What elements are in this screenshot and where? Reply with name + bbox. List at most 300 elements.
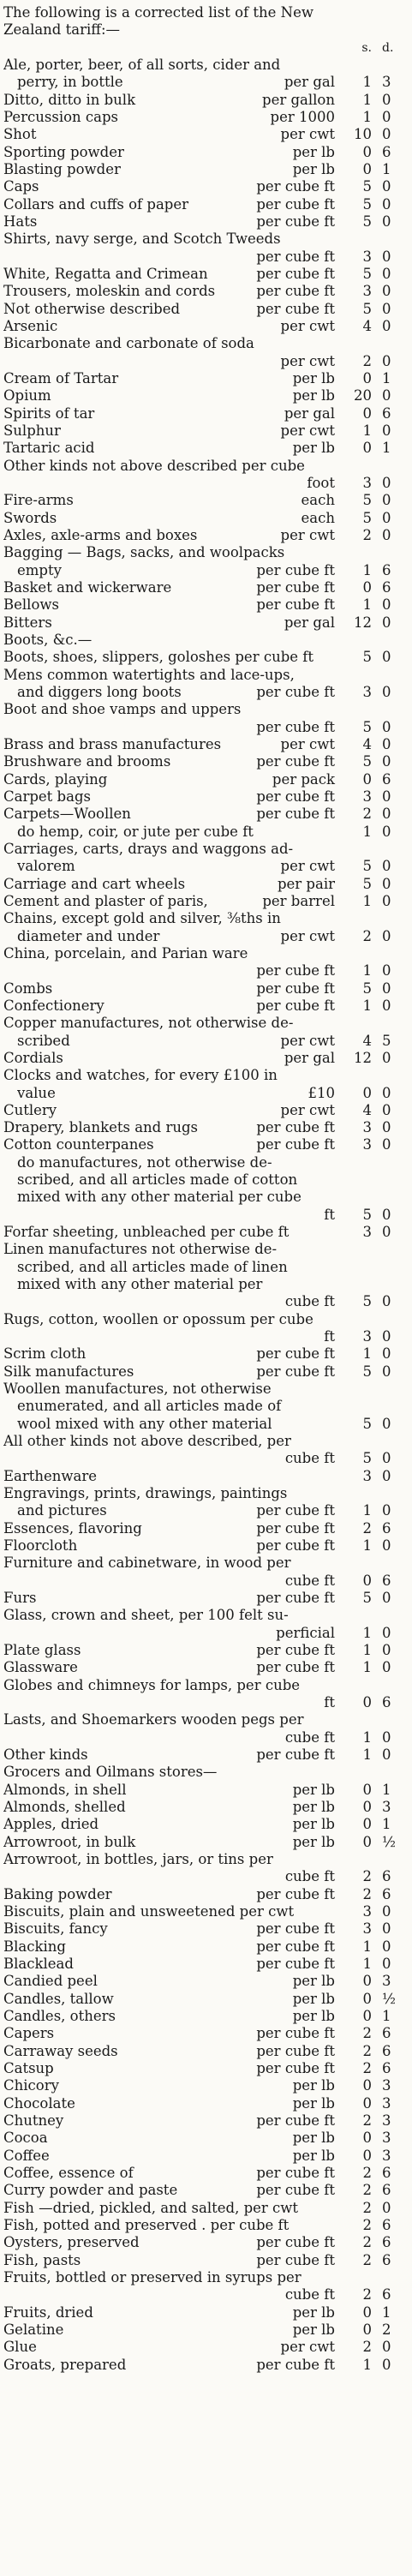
- item-description: Boots, &c.—: [3, 631, 93, 648]
- item-description: Brushware and brooms: [3, 753, 171, 770]
- item-description: Chocolate: [3, 2094, 75, 2112]
- rate-unit: per cube ft: [256, 1885, 335, 1902]
- item-description: Cordials: [3, 1049, 63, 1066]
- pence: 6: [382, 1519, 391, 1537]
- pence: 0: [382, 806, 391, 823]
- shillings: 5: [362, 718, 372, 735]
- tariff-line: [0, 2077, 412, 2094]
- shillings: 3: [362, 683, 372, 700]
- shillings: 3: [362, 1467, 372, 1484]
- item-description: Cement and plaster of paris,: [3, 892, 208, 909]
- shillings: 1: [362, 997, 372, 1014]
- shillings: 2: [362, 2199, 372, 2216]
- shillings: 1: [362, 561, 372, 578]
- shillings: 1: [362, 422, 372, 439]
- shillings: 1: [362, 91, 372, 108]
- tariff-line: [0, 632, 412, 649]
- shillings: 0: [362, 143, 372, 160]
- shillings: 0: [362, 2303, 372, 2321]
- tariff-line: [0, 109, 412, 126]
- shillings: 0: [362, 1084, 372, 1101]
- shillings: 1: [362, 109, 372, 125]
- rate-unit: per cube ft: [256, 753, 335, 770]
- item-description: scribed, and all articles made of cotton: [17, 1171, 298, 1189]
- item-description: The following is a corrected list of the New: [3, 4, 314, 21]
- pence: 0: [382, 1084, 391, 1101]
- shillings: 3: [362, 1136, 372, 1153]
- item-description: Catsup: [3, 2059, 54, 2076]
- tariff-line: [0, 2182, 412, 2199]
- item-description: Axles, axle-arms and boxes: [3, 526, 198, 543]
- tariff-line: [0, 301, 412, 318]
- tariff-line: [0, 527, 412, 544]
- pence: 6: [382, 561, 391, 578]
- tariff-line: [0, 614, 412, 632]
- pence: 0: [382, 892, 391, 909]
- rate-unit: per cwt: [280, 526, 335, 543]
- shillings: 0: [362, 404, 372, 422]
- item-description: Bagging — Bags, sacks, and woolpacks: [3, 544, 285, 561]
- shillings: 3: [362, 1224, 372, 1241]
- shillings: 0: [362, 770, 372, 788]
- tariff-line: [0, 1502, 412, 1519]
- shillings: 2: [362, 1519, 372, 1537]
- tariff-line: [0, 701, 412, 718]
- tariff-line: [0, 2112, 412, 2130]
- item-description: Chains, except gold and silver, ⅜ths in: [3, 910, 281, 927]
- pence: 0: [382, 1590, 391, 1606]
- pence: 0: [382, 979, 391, 997]
- pence: 0: [382, 1956, 391, 1972]
- item-description: Chutney: [3, 2112, 64, 2129]
- shillings: 1: [362, 1345, 372, 1363]
- shillings: 2: [362, 526, 372, 543]
- item-description: Woollen manufactures, not otherwise: [3, 1381, 272, 1398]
- shillings: 0: [362, 2094, 372, 2112]
- shillings: 0: [362, 1781, 372, 1798]
- item-description: Coffee: [3, 2147, 50, 2164]
- shillings: 0: [362, 1833, 372, 1850]
- shillings: 1: [362, 962, 372, 979]
- tariff-line: [0, 1119, 412, 1136]
- rate-unit: per cwt: [280, 858, 335, 875]
- shillings: 4: [362, 317, 372, 334]
- pence: 3: [382, 1799, 391, 1815]
- rate-unit: per 1000: [270, 109, 335, 125]
- rate-unit: per cwt: [280, 2339, 335, 2356]
- shillings: 2: [362, 2216, 372, 2233]
- shillings: 2: [362, 2164, 372, 2181]
- item-description: Spirits of tar: [3, 404, 95, 422]
- shillings: 5: [362, 1590, 372, 1606]
- tariff-line: [0, 249, 412, 266]
- shillings: 0: [362, 369, 372, 386]
- tariff-line: [0, 1345, 412, 1363]
- tariff-line: [0, 1694, 412, 1711]
- pence: 0: [382, 788, 391, 805]
- item-description: Carriages, carts, drays and waggons ad-: [3, 840, 294, 857]
- item-description: Glass, crown and sheet, per 100 felt su-: [3, 1607, 289, 1624]
- shillings: 5: [362, 979, 372, 997]
- item-description: Sporting powder: [3, 143, 124, 160]
- shillings: 5: [362, 265, 372, 282]
- shillings: 1: [362, 1746, 372, 1763]
- tariff-line: [0, 928, 412, 945]
- item-description: Globes and chimneys for lamps, per cube: [3, 1676, 301, 1693]
- shillings: 3: [362, 1119, 372, 1136]
- tariff-line: [0, 2286, 412, 2303]
- tariff-line: [0, 1903, 412, 1920]
- tariff-line: [0, 492, 412, 509]
- rate-unit: ft: [324, 1694, 335, 1710]
- rate-unit: per lb: [292, 2094, 335, 2112]
- tariff-line: [0, 2043, 412, 2060]
- rate-unit: £10: [308, 1084, 335, 1101]
- item-description: and diggers long boots: [17, 683, 182, 700]
- item-description: mixed with any other material per: [17, 1276, 263, 1293]
- tariff-line: [0, 771, 412, 788]
- pence: 6: [382, 2164, 391, 2181]
- tariff-line: [0, 1259, 412, 1276]
- item-description: Earthenware: [3, 1467, 98, 1484]
- tariff-line: [0, 144, 412, 161]
- shillings: 1: [362, 1502, 372, 1519]
- pence: 0: [382, 649, 391, 666]
- shillings: 5: [362, 875, 372, 892]
- item-description: wool mixed with any other material: [17, 1415, 272, 1432]
- item-description: Cream of Tartar: [3, 369, 119, 386]
- tariff-line: [0, 1920, 412, 1938]
- pence: 1: [382, 2303, 391, 2321]
- item-description: Floorcloth: [3, 1537, 78, 1554]
- rate-unit: per lb: [292, 440, 335, 457]
- rate-unit: per cube ft: [256, 1363, 335, 1380]
- tariff-line: [0, 458, 412, 475]
- item-description: Carpets—Woollen: [3, 806, 131, 823]
- pence: 0: [382, 1224, 391, 1241]
- item-description: Apples, dried: [3, 1816, 99, 1833]
- shillings: 2: [362, 2112, 372, 2129]
- shillings: 2: [362, 2042, 372, 2059]
- shillings: 12: [354, 1049, 372, 1066]
- pence: 6: [382, 2182, 391, 2199]
- pence: ½: [382, 1990, 396, 2007]
- item-description: Biscuits, fancy: [3, 1920, 108, 1938]
- shillings: 5: [362, 178, 372, 195]
- pence: 3: [382, 74, 391, 91]
- item-description: Candied peel: [3, 1973, 98, 1990]
- tariff-line: [0, 422, 412, 440]
- shillings: 2: [362, 2286, 372, 2303]
- item-description: Cotton counterpanes: [3, 1136, 154, 1153]
- item-description: Fruits, dried: [3, 2303, 93, 2321]
- item-description: Not otherwise described: [3, 300, 181, 317]
- pence: 0: [382, 195, 391, 213]
- item-description: Blacklead: [3, 1956, 74, 1972]
- tariff-line: [0, 126, 412, 143]
- pence: 0: [382, 2356, 391, 2373]
- tariff-line: [0, 1851, 412, 1868]
- rate-unit: per cwt: [280, 317, 335, 334]
- pence: 0: [382, 387, 391, 404]
- tariff-line: [0, 667, 412, 684]
- shillings: 0: [362, 578, 372, 596]
- pence: 6: [382, 1868, 391, 1885]
- shillings: 0: [362, 2130, 372, 2147]
- pence: 0: [382, 1728, 391, 1746]
- shillings: 5: [362, 649, 372, 666]
- tariff-line: [0, 1207, 412, 1224]
- tariff-line: [0, 74, 412, 91]
- shillings: 5: [362, 1206, 372, 1223]
- tariff-line: [0, 161, 412, 178]
- rate-unit: per cube ft: [256, 1537, 335, 1554]
- tariff-line: [0, 2025, 412, 2042]
- pence: 2: [382, 2321, 391, 2338]
- tariff-line: [0, 1659, 412, 1676]
- pence: 0: [382, 1642, 391, 1658]
- rate-unit: per gal: [284, 614, 335, 631]
- pence: 0: [382, 1136, 391, 1153]
- pence: 0: [382, 300, 391, 317]
- item-description: Groats, prepared: [3, 2356, 127, 2373]
- pence: 6: [382, 2251, 391, 2268]
- rate-unit: per cube ft: [256, 1502, 335, 1519]
- tariff-line: [0, 2130, 412, 2147]
- shillings: 0: [362, 2077, 372, 2094]
- item-description: Hats: [3, 213, 38, 230]
- shillings: 0: [362, 1816, 372, 1833]
- shillings: 1: [362, 1537, 372, 1554]
- tariff-line: [0, 1085, 412, 1102]
- tariff-line: [0, 1067, 412, 1084]
- rate-unit: per cube ft: [256, 962, 335, 979]
- rate-unit: per cube ft: [256, 2251, 335, 2268]
- tariff-line: [0, 1311, 412, 1328]
- rate-unit: per cube ft: [256, 997, 335, 1014]
- shillings: 5: [362, 213, 372, 230]
- item-description: Other kinds not above described per cube: [3, 457, 305, 474]
- item-description: Cutlery: [3, 1101, 57, 1118]
- tariff-line: [0, 684, 412, 701]
- pence: 6: [382, 2216, 391, 2233]
- pence: 0: [382, 422, 391, 439]
- tariff-line: [0, 1398, 412, 1415]
- pence: 6: [382, 1694, 391, 1710]
- rate-unit: per pack: [272, 770, 335, 788]
- rate-unit: per lb: [292, 1990, 335, 2007]
- shillings: 1: [362, 596, 372, 614]
- shillings: 2: [362, 806, 372, 823]
- pence: 0: [382, 1049, 391, 1066]
- item-description: Carraway seeds: [3, 2042, 118, 2059]
- item-description: Other kinds: [3, 1746, 88, 1763]
- item-description: Boots, shoes, slippers, goloshes per cube ft: [3, 649, 314, 666]
- rate-unit: per cube ft: [256, 1590, 335, 1606]
- item-description: enumerated, and all articles made of: [17, 1398, 282, 1415]
- tariff-line: [0, 997, 412, 1015]
- pence: 0: [382, 2339, 391, 2356]
- rate-unit: cube ft: [284, 1450, 335, 1467]
- item-description: Swords: [3, 509, 57, 526]
- item-description: Basket and wickerware: [3, 578, 172, 596]
- tariff-line: [0, 2095, 412, 2112]
- item-description: All other kinds not above described, per: [3, 1433, 291, 1450]
- tariff-line: [0, 387, 412, 404]
- rate-unit: per cube ft: [256, 806, 335, 823]
- tariff-line: [0, 1799, 412, 1816]
- pence: 0: [382, 1467, 391, 1484]
- pence: 6: [382, 404, 391, 422]
- item-description: Confectionery: [3, 997, 104, 1014]
- item-description: and pictures: [17, 1502, 107, 1519]
- rate-unit: per lb: [292, 2130, 335, 2147]
- pence: 0: [382, 1938, 391, 1955]
- item-description: Fish, pasts: [3, 2251, 81, 2268]
- pence: 0: [382, 317, 391, 334]
- item-description: White, Regatta and Crimean: [3, 265, 208, 282]
- rate-unit: per cube ft: [256, 2059, 335, 2076]
- pence: 0: [382, 213, 391, 230]
- item-description: Ditto, ditto in bulk: [3, 91, 136, 108]
- pence: 0: [382, 858, 391, 875]
- tariff-line: [0, 2304, 412, 2321]
- shillings: 3: [362, 248, 372, 265]
- item-description: diameter and under: [17, 927, 160, 944]
- shillings: 5: [362, 1363, 372, 1380]
- tariff-line: [0, 1154, 412, 1171]
- tariff-line: [0, 440, 412, 457]
- tariff-line: [0, 1590, 412, 1607]
- tariff-line: [0, 824, 412, 841]
- rate-unit: per cube ft: [256, 1920, 335, 1938]
- rate-unit: foot: [307, 474, 335, 491]
- rate-unit: ft: [324, 1206, 335, 1223]
- item-description: Trousers, moleskin and cords: [3, 283, 216, 300]
- pence: 0: [382, 1903, 391, 1920]
- item-description: Fish, potted and preserved . per cube ft: [3, 2216, 290, 2233]
- shillings: 2: [362, 2234, 372, 2251]
- tariff-line: [0, 1416, 412, 1433]
- pence: 0: [382, 596, 391, 614]
- rate-unit: per barrel: [262, 892, 335, 909]
- tariff-line: [0, 1050, 412, 1067]
- pence: 6: [382, 143, 391, 160]
- pence: 0: [382, 178, 391, 195]
- item-description: Clocks and watches, for every £100 in: [3, 1067, 278, 1084]
- rate-unit: per cube ft: [256, 248, 335, 265]
- item-description: valorem: [17, 858, 75, 875]
- tariff-line: [0, 858, 412, 875]
- shillings: 0: [362, 1572, 372, 1589]
- item-description: Rugs, cotton, woollen or opossum per cube: [3, 1310, 313, 1327]
- shillings: 2: [362, 2025, 372, 2042]
- item-description: Coffee, essence of: [3, 2164, 134, 2181]
- item-description: Boot and shoe vamps and uppers: [3, 701, 242, 718]
- item-description: Candles, tallow: [3, 1990, 114, 2007]
- shillings: 0: [362, 2147, 372, 2164]
- shillings: 1: [362, 1624, 372, 1641]
- rate-unit: per lb: [292, 2077, 335, 2094]
- item-description: mixed with any other material per cube: [17, 1189, 302, 1206]
- rate-unit: per cwt: [280, 422, 335, 439]
- rate-unit: cube ft: [284, 1293, 335, 1310]
- tariff-line: [0, 1102, 412, 1119]
- tariff-line: [0, 596, 412, 614]
- rate-unit: per gallon: [262, 91, 335, 108]
- rate-unit: per cube ft: [256, 2025, 335, 2042]
- rate-unit: per cube ft: [256, 1345, 335, 1363]
- item-description: Candles, others: [3, 2007, 116, 2024]
- item-description: Fish —dried, pickled, and salted, per cwt: [3, 2199, 299, 2216]
- shillings: 3: [362, 1903, 372, 1920]
- item-description: empty: [17, 561, 62, 578]
- pence: 0: [382, 735, 391, 752]
- rate-unit: per cube ft: [256, 1956, 335, 1972]
- shillings: 4: [362, 1032, 372, 1049]
- tariff-line: [0, 562, 412, 579]
- pence: 0: [382, 823, 391, 840]
- rate-unit: per cube ft: [256, 300, 335, 317]
- rate-unit: per gal: [284, 1049, 335, 1066]
- tariff-line: [0, 196, 412, 213]
- pence: 6: [382, 578, 391, 596]
- shillings: 0: [362, 2321, 372, 2338]
- shillings: 2: [362, 2251, 372, 2268]
- rate-unit: per cube ft: [256, 213, 335, 230]
- item-description: Fruits, bottled or preserved in syrups per: [3, 2268, 302, 2285]
- item-description: Brass and brass manufactures: [3, 735, 222, 752]
- tariff-line: [0, 1607, 412, 1624]
- tariff-line: [0, 1189, 412, 1206]
- tariff-line: [0, 2357, 412, 2374]
- pence: 0: [382, 753, 391, 770]
- pence: 0: [382, 614, 391, 631]
- shillings: 5: [362, 509, 372, 526]
- pence: 0: [382, 1920, 391, 1938]
- shillings: 3: [362, 788, 372, 805]
- shillings: 1: [362, 1956, 372, 1972]
- shillings: 1: [362, 1659, 372, 1676]
- column-header: [0, 39, 412, 57]
- shillings: 2: [362, 352, 372, 369]
- tariff-line: [0, 544, 412, 561]
- shillings: 1: [362, 1728, 372, 1746]
- item-description: Grocers and Oilmans stores—: [3, 1764, 218, 1781]
- pence: 3: [382, 2094, 391, 2112]
- pence: 0: [382, 109, 391, 125]
- tariff-line: [0, 1450, 412, 1467]
- rate-unit: per cube ft: [256, 788, 335, 805]
- rate-unit: per lb: [292, 2147, 335, 2164]
- tariff-line: [0, 92, 412, 109]
- tariff-line: [0, 266, 412, 283]
- rate-unit: per cube ft: [256, 578, 335, 596]
- pence: 0: [382, 1328, 391, 1345]
- tariff-line: [0, 1537, 412, 1555]
- pence: 0: [382, 997, 391, 1014]
- rate-unit: per cwt: [280, 735, 335, 752]
- rate-unit: per cube ft: [256, 683, 335, 700]
- shillings: 2: [362, 927, 372, 944]
- tariff-line: [0, 1886, 412, 1903]
- tariff-intro-line: [0, 21, 412, 39]
- item-description: Arsenic: [3, 317, 58, 334]
- tariff-line: [0, 719, 412, 736]
- item-description: Cards, playing: [3, 770, 108, 788]
- tariff-line: [0, 283, 412, 300]
- rate-unit: per cube ft: [256, 561, 335, 578]
